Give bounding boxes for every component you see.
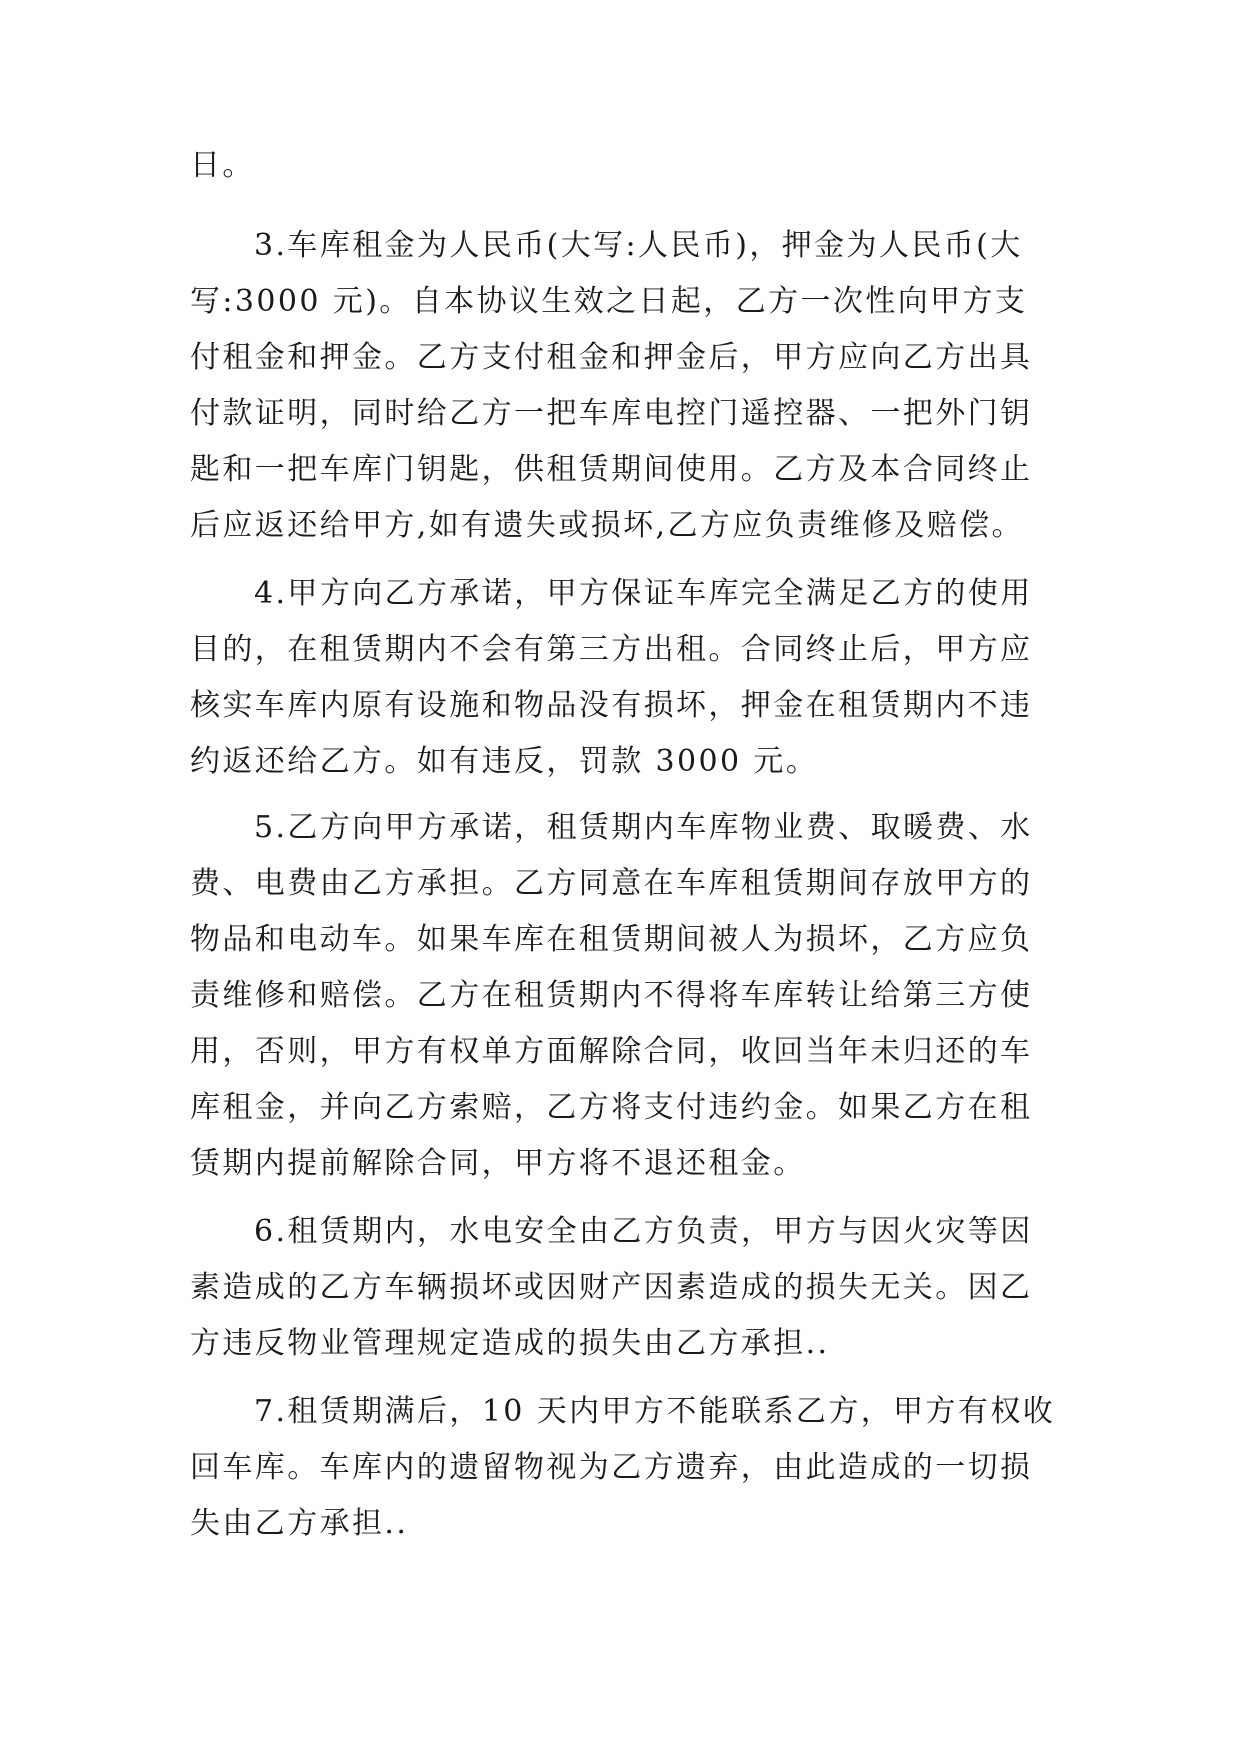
text-line: 7.租赁期满后，10 天内甲方不能联系乙方，甲方有权收 <box>254 1394 1056 1429</box>
text-line: 付租金和押金。乙方支付租金和押金后，甲方应向乙方出具 <box>190 340 1033 375</box>
text-line: 责维修和赔偿。乙方在租赁期内不得将车库转让给第三方使 <box>190 978 1033 1013</box>
text-line: 库租金，并向乙方索赔，乙方将支付违约金。如果乙方在租 <box>190 1090 1033 1125</box>
text-line: 用，否则，甲方有权单方面解除合同，收回当年未归还的车 <box>190 1034 1033 1069</box>
text-line: 付款证明，同时给乙方一把车库电控门遥控器、一把外门钥 <box>190 396 1033 431</box>
text-line: 回车库。车库内的遗留物视为乙方遗弃，由此造成的一切损 <box>190 1450 1033 1485</box>
text-line: 日。 <box>190 148 255 183</box>
text-line: 3.车库租金为人民币(大写:人民币)，押金为人民币(大 <box>254 228 1023 263</box>
text-line: 方违反物业管理规定造成的损失由乙方承担.. <box>190 1326 830 1361</box>
text-line: 物品和电动车。如果车库在租赁期间被人为损坏，乙方应负 <box>190 922 1033 957</box>
text-line: 写:3000 元)。自本协议生效之日起，乙方一次性向甲方支 <box>190 284 1028 319</box>
text-line: 5.乙方向甲方承诺，租赁期内车库物业费、取暖费、水 <box>254 810 1033 845</box>
text-line: 费、电费由乙方承担。乙方同意在车库租赁期间存放甲方的 <box>190 866 1033 901</box>
text-line: 素造成的乙方车辆损坏或因财产因素造成的损失无关。因乙 <box>190 1270 1033 1305</box>
text-line: 6.租赁期内，水电安全由乙方负责，甲方与因火灾等因 <box>254 1214 1033 1249</box>
text-line: 约返还给乙方。如有违反，罚款 3000 元。 <box>190 744 819 779</box>
text-line: 赁期内提前解除合同，甲方将不退还租金。 <box>190 1146 806 1181</box>
text-line: 4.甲方向乙方承诺，甲方保证车库完全满足乙方的使用 <box>254 576 1033 611</box>
text-line: 后应返还给甲方,如有遗失或损坏,乙方应负责维修及赔偿。 <box>190 508 1024 543</box>
text-line: 匙和一把车库门钥匙，供租赁期间使用。乙方及本合同终止 <box>190 452 1033 487</box>
text-line: 核实车库内原有设施和物品没有损坏，押金在租赁期内不违 <box>190 688 1033 723</box>
text-line: 失由乙方承担.. <box>190 1506 409 1541</box>
text-line: 目的，在租赁期内不会有第三方出租。合同终止后，甲方应 <box>190 632 1033 667</box>
